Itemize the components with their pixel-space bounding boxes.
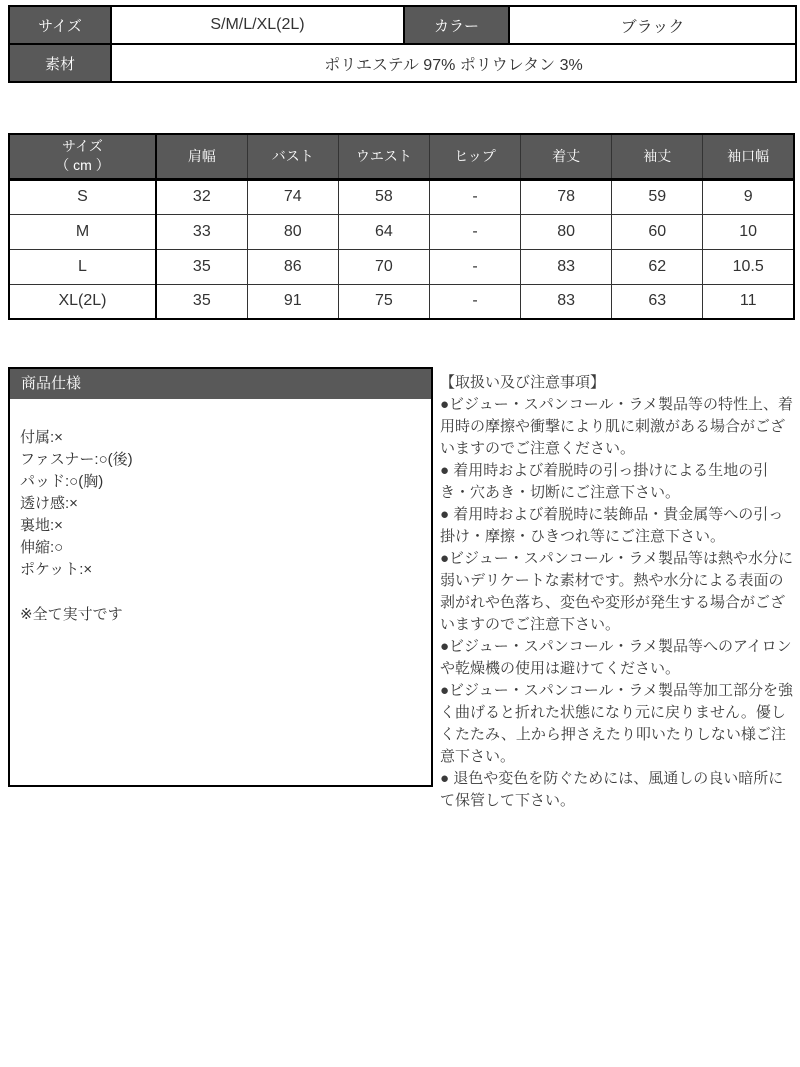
measurement-cell: 74 bbox=[247, 179, 338, 214]
measurement-cell: 59 bbox=[612, 179, 703, 214]
column-header: ヒップ bbox=[429, 134, 520, 179]
table-row bbox=[9, 214, 794, 249]
measurement-cell: 83 bbox=[521, 249, 612, 284]
table-row bbox=[9, 284, 794, 319]
size-chart-table bbox=[8, 133, 795, 320]
size-cell: XL(2L) bbox=[9, 284, 156, 319]
table-row bbox=[9, 179, 794, 214]
spec-item: 裏地:× bbox=[20, 517, 63, 534]
measurement-cell: 83 bbox=[521, 284, 612, 319]
measurement-cell: 33 bbox=[156, 214, 247, 249]
spec-item: ファスナー:○(後) bbox=[20, 451, 133, 468]
measurement-cell: 62 bbox=[612, 249, 703, 284]
measurement-cell: 91 bbox=[247, 284, 338, 319]
care-note-item: ● 退色や変色を防ぐためには、風通しの良い暗所にて保管して下さい。 bbox=[440, 770, 784, 809]
care-note-item: ● 着用時および着脱時の引っ掛けによる生地の引き・穴あき・切断にご注意下さい。 bbox=[440, 462, 769, 501]
measurement-cell: 60 bbox=[612, 214, 703, 249]
size-cell: S bbox=[9, 179, 156, 214]
measurement-cell: - bbox=[429, 284, 520, 319]
product-spec-box bbox=[8, 367, 433, 787]
care-note-item: ●ビジュー・スパンコール・ラメ製品等は熱や水分に弱いデリケートな素材です。熱や水分による表面の剥がれや色落ち、変色や変形が発生する場合がございますのでご注意下さい。 bbox=[440, 550, 794, 633]
spec-box-body bbox=[10, 399, 431, 626]
care-note-item: ●ビジュー・スパンコール・ラメ製品等加工部分を強く曲げると折れた状態になり元に戻りません。優しくたたみ、上から押さえたり叩いたりしない様ご注意下さい。 bbox=[440, 682, 794, 765]
care-note-item: ● 着用時および着脱時に装飾品・貴金属等への引っ掛け・摩擦・ひきつれ等にご注意下さい。 bbox=[440, 506, 784, 545]
spec-box-title: 商品仕様 bbox=[10, 369, 431, 399]
measurement-cell: 10.5 bbox=[703, 249, 794, 284]
measurement-cell: 78 bbox=[521, 179, 612, 214]
column-header: 着丈 bbox=[521, 134, 612, 179]
size-cell: L bbox=[9, 249, 156, 284]
spec-item: 透け感:× bbox=[20, 495, 78, 512]
measurement-cell: 35 bbox=[156, 249, 247, 284]
column-header: 袖口幅 bbox=[703, 134, 794, 179]
material-label-cell: 素材 bbox=[9, 44, 111, 82]
measurement-cell: 10 bbox=[703, 214, 794, 249]
size-cm-header-cell bbox=[9, 134, 156, 179]
care-notes-title: 【取扱い及び注意事項】 bbox=[440, 374, 606, 391]
table-row bbox=[9, 44, 796, 82]
measurement-cell: 80 bbox=[521, 214, 612, 249]
spec-item: 伸縮:○ bbox=[20, 539, 64, 556]
material-value-cell: ポリエステル 97% ポリウレタン 3% bbox=[111, 44, 796, 82]
column-header: ウエスト bbox=[338, 134, 429, 179]
size-value-cell: S/M/L/XL(2L) bbox=[111, 6, 404, 44]
care-note-item: ●ビジュー・スパンコール・ラメ製品等へのアイロンや乾燥機の使用は避けてください。 bbox=[440, 638, 792, 677]
table-row bbox=[9, 249, 794, 284]
measurement-cell: 9 bbox=[703, 179, 794, 214]
care-notes bbox=[440, 372, 796, 812]
header-line: サイズ bbox=[62, 138, 103, 155]
size-label-cell: サイズ bbox=[9, 6, 111, 44]
header-line: （ cm ） bbox=[55, 157, 110, 174]
measurement-cell: 86 bbox=[247, 249, 338, 284]
measurement-cell: 58 bbox=[338, 179, 429, 214]
spec-item: パッド:○(胸) bbox=[20, 473, 104, 490]
spec-item: 付属:× bbox=[20, 429, 63, 446]
measurement-cell: - bbox=[429, 249, 520, 284]
column-header: バスト bbox=[247, 134, 338, 179]
measurement-cell: 11 bbox=[703, 284, 794, 319]
measurement-cell: 32 bbox=[156, 179, 247, 214]
product-info-table bbox=[8, 5, 797, 83]
measurement-cell: 35 bbox=[156, 284, 247, 319]
column-header: 袖丈 bbox=[612, 134, 703, 179]
spec-item: ポケット:× bbox=[20, 561, 93, 578]
measurement-cell: 63 bbox=[612, 284, 703, 319]
measurement-cell: - bbox=[429, 179, 520, 214]
measurement-cell: 64 bbox=[338, 214, 429, 249]
color-value-cell: ブラック bbox=[509, 6, 796, 44]
care-note-item: ●ビジュー・スパンコール・ラメ製品等の特性上、着用時の摩擦や衝撃により肌に刺激がある場合がございますのでご注意ください。 bbox=[440, 396, 794, 457]
size-cell: M bbox=[9, 214, 156, 249]
column-header: 肩幅 bbox=[156, 134, 247, 179]
table-row bbox=[9, 6, 796, 44]
measurement-cell: 75 bbox=[338, 284, 429, 319]
spec-note: ※全て実寸です bbox=[20, 606, 123, 623]
measurement-cell: - bbox=[429, 214, 520, 249]
color-label-cell: カラー bbox=[404, 6, 509, 44]
measurement-cell: 80 bbox=[247, 214, 338, 249]
table-header-row bbox=[9, 134, 794, 179]
measurement-cell: 70 bbox=[338, 249, 429, 284]
